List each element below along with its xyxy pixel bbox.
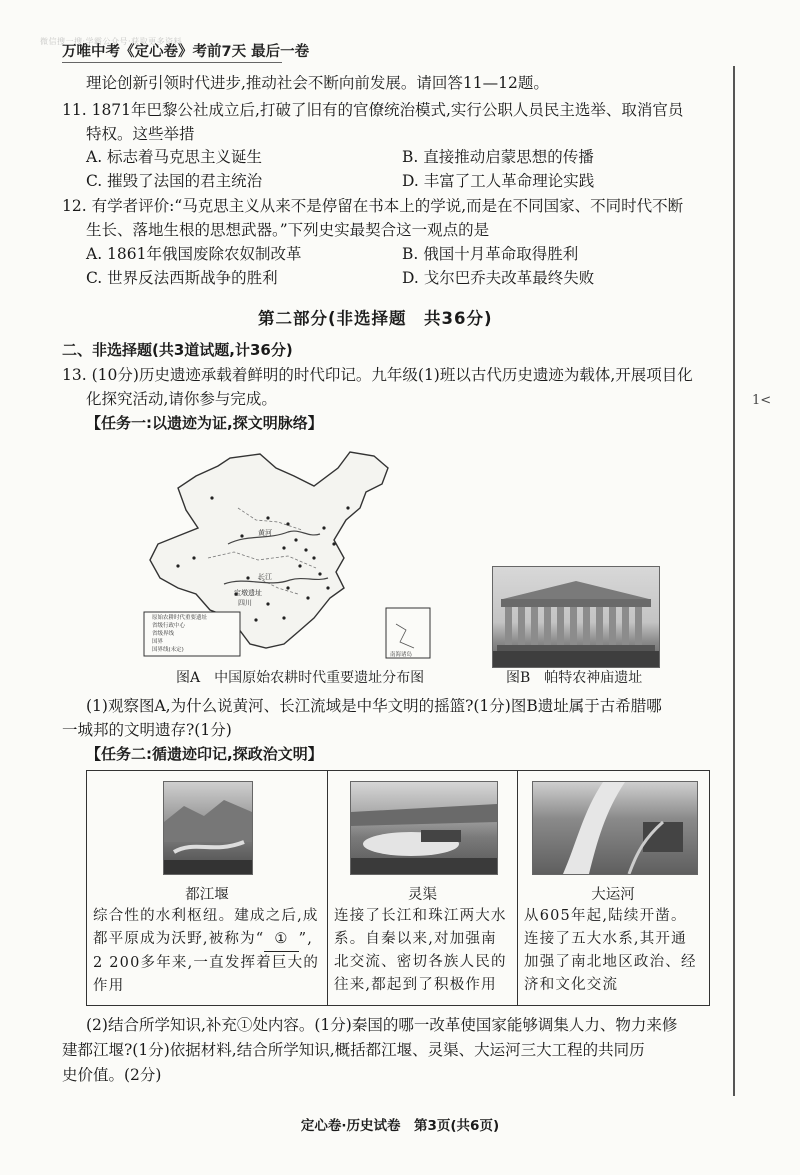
dujiangyan-name: 都江堰 <box>185 887 229 903</box>
table-cell-lingqu <box>327 771 517 1005</box>
figure-a-caption: 图A 中国原始农耕时代重要遗址分布图 <box>176 670 425 686</box>
header-underline <box>62 62 282 63</box>
q13-sub2-line2: 建都江堰?(1分)依据材料,结合所学知识,概括都江堰、灵渠、大运河三大工程的共同历 <box>62 1041 645 1059</box>
figure-b-caption: 图B 帕特农神庙遗址 <box>506 670 643 686</box>
q11-option-b[interactable]: B. 直接推动启蒙思想的传播 <box>402 148 594 166</box>
q12-stem-line1: 12. 有学者评价:“马克思主义从来不是停留在书本上的学说,而是在不同国家、不同时代不断 <box>62 197 684 215</box>
table-cell-dujiangyan <box>87 771 327 1005</box>
task2-heading: 【任务二:循遗迹印记,探政治文明】 <box>86 745 323 763</box>
page-header-title: 万唯中考《定心卷》考前7天 最后一卷 <box>62 44 310 60</box>
q12-option-b[interactable]: B. 俄国十月革命取得胜利 <box>402 245 579 263</box>
page-footer: 定心卷·历史试卷 第3页(共6页) <box>300 1118 500 1134</box>
q11-option-c[interactable]: C. 摧毁了法国的君主统治 <box>86 172 263 190</box>
parthenon-graphic <box>493 567 659 667</box>
blank-1[interactable]: ① <box>264 928 298 952</box>
grand-canal-photo <box>532 781 698 875</box>
map-label-huanghe: 黄河 <box>258 529 272 537</box>
figure-b-photo <box>492 566 660 668</box>
map-label-baodun: 宝墩遗址 <box>234 589 262 597</box>
q11-stem-line1: 11. 1871年巴黎公社成立后,打破了旧有的官僚统治模式,实行公职人员民主选举、取消官员 <box>62 101 684 119</box>
figure-a-map <box>138 448 434 664</box>
map-legend: 原始农耕时代重要遗址 省级行政中心 省级界线 国界 国界线(未定) <box>152 615 208 653</box>
table-cell-grand-canal <box>517 771 708 1005</box>
q13-sub1-line1: (1)观察图A,为什么说黄河、长江流域是中华文明的摇篮?(1分)图B遗址属于古希腊哪 <box>86 697 662 715</box>
grand-canal-desc: 从605年起,陆续开凿。 连接了五大水系,其开通 加强了南北地区政治、经 济和文化交流 <box>524 908 697 993</box>
section-subtitle: 二、非选择题(共3道试题,计36分) <box>62 341 293 359</box>
map-label-changjiang: 长江 <box>258 573 272 581</box>
lingqu-desc: 连接了长江和珠江两大水 系。自秦以来,对加强南 北交流、密切各族人民的 往来,都起到了积极作用 <box>334 908 507 993</box>
q13-sub1-line2: 一城邦的文明遗存?(1分) <box>62 721 232 739</box>
q11-stem-line2: 特权。这些举措 <box>86 125 195 143</box>
q11-option-a[interactable]: A. 标志着马克思主义诞生 <box>86 148 263 166</box>
q13-stem-line2: 化探究活动,请你参与完成。 <box>86 390 277 408</box>
q12-option-c[interactable]: C. 世界反法西斯战争的胜利 <box>86 269 278 287</box>
q12-stem-line2: 生长、落地生根的思想武器。”下列史实最契合这一观点的是 <box>86 221 490 239</box>
dujiangyan-photo <box>163 781 253 875</box>
margin-divider <box>733 66 735 1096</box>
q13-sub2-line3: 史价值。(2分) <box>62 1066 162 1084</box>
projects-table <box>86 770 710 1006</box>
map-label-sichuan: 四川 <box>238 599 252 607</box>
q13-stem-line1: 13. (10分)历史遗迹承载着鲜明的时代印记。九年级(1)班以古代历史遗迹为载体,开展项目化 <box>62 366 693 384</box>
q12-option-d[interactable]: D. 戈尔巴乔夫改革最终失败 <box>402 269 595 287</box>
margin-mark: 1< <box>752 393 772 408</box>
watermark-text: 微信搜一搜·学霸公众号·获取更多资料 <box>40 37 183 46</box>
map-label-south-sea: 南海诸岛 <box>390 652 413 658</box>
lingqu-name: 灵渠 <box>408 887 437 903</box>
q11-option-d[interactable]: D. 丰富了工人革命理论实践 <box>402 172 595 190</box>
section-title: 第二部分(非选择题 共36分) <box>258 309 493 328</box>
q12-option-a[interactable]: A. 1861年俄国废除农奴制改革 <box>86 245 302 263</box>
grand-canal-name: 大运河 <box>591 887 635 903</box>
dujiangyan-desc: 综合性的水利枢纽。建成之后,成 都平原成为沃野,被称为“ ① ”, 2 200多年来,一直发挥着巨大的 作用 <box>93 908 320 994</box>
intro-text: 理论创新引领时代进步,推动社会不断向前发展。请回答11—12题。 <box>86 74 549 92</box>
lingqu-photo <box>350 781 498 875</box>
task1-heading: 【任务一:以遗迹为证,探文明脉络】 <box>86 414 323 432</box>
q13-sub2-line1: (2)结合所学知识,补充①处内容。(1分)秦国的哪一改革使国家能够调集人力、物力来修 <box>86 1016 678 1034</box>
